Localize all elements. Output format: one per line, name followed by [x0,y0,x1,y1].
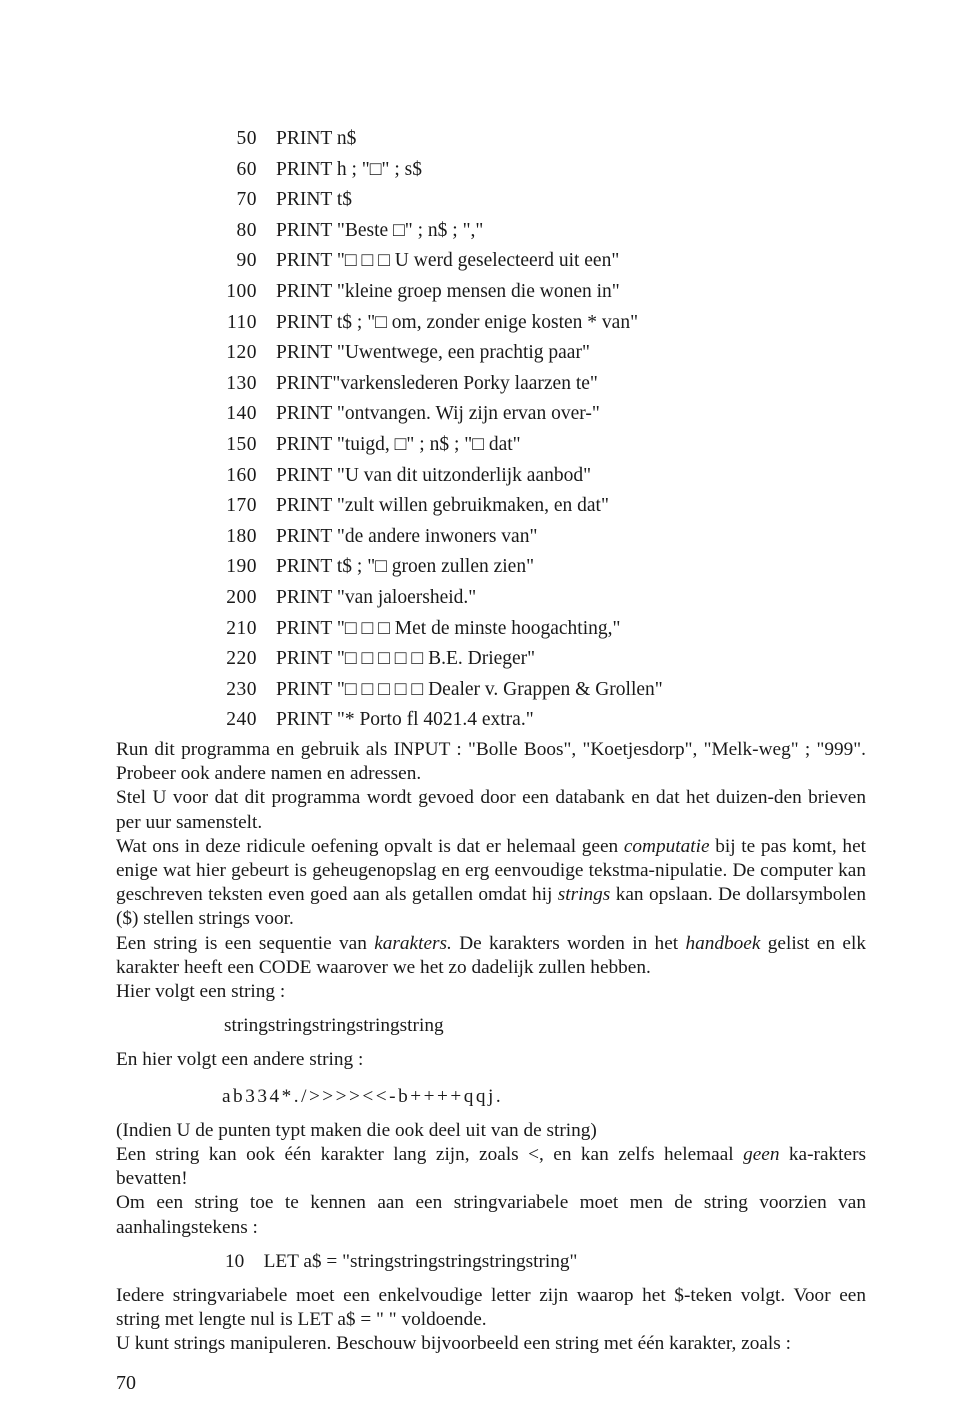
paragraph-example-intro: Hier volgt een string : [116,981,286,1003]
example-string-1: stringstringstringstringstring [224,1015,444,1037]
code-statement: PRINT h ; "□" ; s$ [276,158,422,180]
line-number: 170 [226,495,257,517]
paragraph-string-definition: Een string is een sequentie van karakters. De karakters worden in het handboek gelist en elk karakter heeft een CODE waarover we het zo dadelijk zullen hebben. [116,932,866,978]
basic-listing [205,124,663,736]
line-number: 130 [226,372,257,394]
code-line [205,399,663,430]
code-statement: PRINT "□ □ □ Met de minste hoogachting," [276,617,621,639]
code-statement: PRINT "Beste □" ; n$ ; "," [276,219,484,241]
emphasis-geen: geen [743,1144,780,1166]
code-line [205,705,663,736]
code-statement: PRINT "Uwentwege, een prachtig paar" [276,342,590,364]
code-statement: PRINT "kleine groep mensen die wonen in" [276,280,620,302]
paragraph-single-char: Een string kan ook één karakter lang zijn, zoals <, en kan zelfs helemaal geen ka-rakters bevatten! [116,1144,866,1190]
paragraph-computation: Wat ons in deze ridicule oefening opvalt is dat er helemaal geen computatie bij te pas komt, het enige wat hier gebeurt is geheugenopslag en erg eenvoudige tekstma-nipulatie. De computer kan geschreven teksten even goed aan als getallen omdat hij strings kan opslaan. De dollarsymbolen ($) stellen strings voor. [116,835,867,930]
code-line [205,338,663,369]
code-line [205,277,663,308]
line-number: 220 [226,648,257,670]
code-line [205,185,663,216]
code-line [205,369,663,400]
code-statement: PRINT "□ □ □ U werd geselecteerd uit een" [276,250,620,272]
line-number: 100 [226,280,257,302]
code-statement: PRINT"varkenslederen Porky laarzen te" [276,372,598,394]
code-statement: PRINT "□ □ □ □ □ B.E. Drieger" [276,648,536,670]
code-line [205,644,663,675]
paragraph-run-instructions: Run dit programma en gebruik als INPUT : "Bolle Boos", "Koetjesdorp", "Melk-weg" ; "999". Probeer ook andere namen en adressen. [116,739,866,785]
example-let-statement [225,1250,866,1274]
code-statement: LET a$ = "stringstringstringstringstring" [263,1250,578,1272]
code-line [205,124,663,155]
emphasis-karakters: karakters. [374,932,452,954]
line-number: 80 [236,219,257,241]
paragraph-manipulate: U kunt strings manipuleren. Beschouw bijvoorbeeld een string met één karakter, zoals : [116,1333,791,1355]
paragraph-string-variable: Iedere stringvariabele moet een enkelvoudige letter zijn waarop het $-teken volgt. Voor een string met lengte nul is LET a$ = " " voldoende. [116,1285,866,1331]
code-statement: PRINT t$ ; "□ groen zullen zien" [276,556,535,578]
code-line [205,461,663,492]
line-number: 210 [226,617,257,639]
code-statement: PRINT "* Porto fl 4021.4 extra." [276,709,534,731]
paragraph-quotes: Om een string toe te kennen aan een stringvariabele moet men de string voorzien van aanhalingstekens : [116,1192,866,1238]
emphasis-computatie: computatie [623,835,710,857]
line-number: 60 [236,158,257,180]
line-number: 90 [236,250,257,272]
line-number: 230 [226,678,257,700]
line-number: 180 [226,525,257,547]
code-line [205,552,663,583]
code-line [205,491,663,522]
code-line [205,614,663,645]
line-number: 150 [226,433,257,455]
emphasis-strings: strings [557,884,611,906]
code-statement: PRINT "zult willen gebruikmaken, en dat" [276,495,609,517]
emphasis-handboek: handboek [685,932,761,954]
line-number: 50 [236,128,257,149]
code-statement: PRINT t$ ; "□ om, zonder enige kosten * van" [276,311,639,333]
page-number: 70 [116,1372,136,1394]
paragraph-databank: Stel U voor dat dit programma wordt gevoed door een databank en dat het duizen-den brieven per uur samenstelt. [116,787,866,833]
code-line [205,430,663,461]
body-text [116,738,866,1357]
code-statement: PRINT t$ [276,189,353,211]
code-statement: PRINT "ontvangen. Wij zijn ervan over-" [276,403,600,425]
code-statement: PRINT "U van dit uitzonderlijk aanbod" [276,464,592,486]
code-line [205,583,663,614]
line-number: 120 [226,342,257,364]
line-number: 190 [226,556,257,578]
code-statement: PRINT "□ □ □ □ □ Dealer v. Grappen & Grollen" [276,678,663,700]
code-statement: PRINT "van jaloersheid." [276,586,477,608]
code-line [205,246,663,277]
code-line [205,675,663,706]
code-statement: PRINT "tuigd, □" ; n$ ; "□ dat" [276,433,521,455]
code-statement: PRINT n$ [276,128,357,149]
code-line [205,522,663,553]
line-number: 10 [225,1250,245,1272]
paragraph-points-note: (Indien U de punten typt maken die ook deel uit van de string) [116,1119,597,1141]
code-line [205,216,663,247]
line-number: 240 [226,709,257,731]
code-statement: PRINT "de andere inwoners van" [276,525,538,547]
line-number: 140 [226,403,257,425]
example-string-2: ab334*./>>>><<-b++++qqj. [222,1085,504,1107]
paragraph-another-string: En hier volgt een andere string : [116,1049,364,1071]
code-line [205,155,663,186]
line-number: 200 [226,586,257,608]
line-number: 160 [226,464,257,486]
code-line [205,308,663,339]
line-number: 70 [236,189,257,211]
line-number: 110 [226,311,257,333]
